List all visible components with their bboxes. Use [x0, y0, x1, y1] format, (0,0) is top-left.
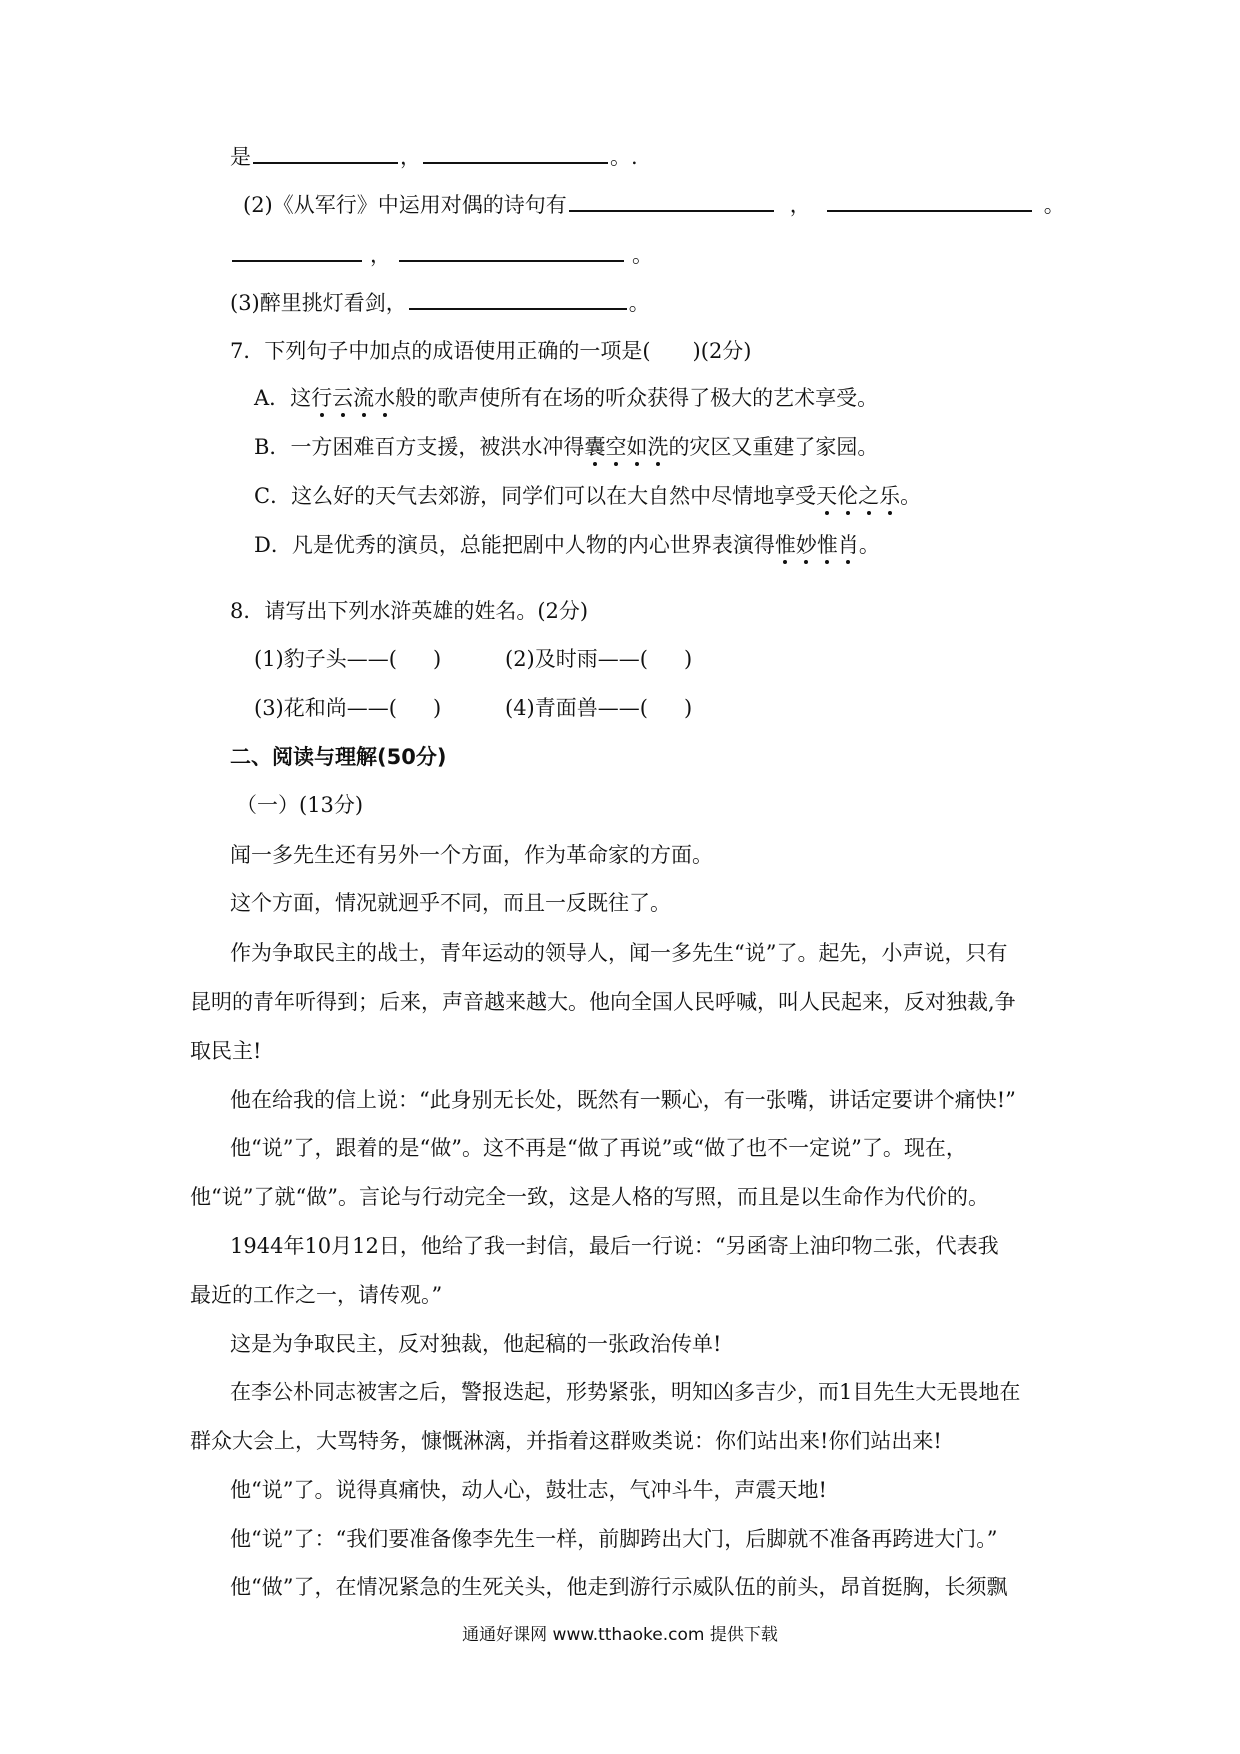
paren-close: ) — [683, 647, 693, 671]
paren-close: ) — [432, 696, 442, 720]
line-end: 。. — [610, 145, 638, 169]
passage-line: 他在给我的信上说：“此身别无长处，既然有一颗心，有一张嘴，讲话定要讲个痛快!” — [230, 1088, 1016, 1112]
dotted-char: 囊 — [584, 435, 606, 459]
option-text: 般的歌声使所有在场的听众获得了极大的艺术享受。 — [395, 386, 879, 410]
q7-option-d[interactable] — [254, 530, 880, 560]
passage-line: 他“说”了就“做”。言论与行动完全一致，这是人格的写照，而且是以生命作为代价的。 — [190, 1185, 989, 1209]
option-text: 一方困难百方支援，被洪水冲得 — [290, 435, 585, 459]
paren-close: ) — [432, 647, 442, 671]
option-text: 。 — [900, 484, 922, 508]
passage-line: 在李公朴同志被害之后，警报迭起，形势紧张，明知凶多吉少，而1目先生大无畏地在 — [230, 1380, 1021, 1404]
dotted-idiom — [311, 386, 395, 410]
option-text: 这 — [290, 386, 312, 410]
option-text: 这么好的天气去郊游，同学们可以在大自然中尽情地享受 — [291, 484, 817, 508]
passage-line: 最近的工作之一，请传观。” — [190, 1283, 443, 1307]
dotted-char: 行 — [311, 386, 333, 410]
answer-blank[interactable] — [409, 288, 627, 310]
q8-item-4 — [505, 693, 692, 723]
answer-blank[interactable] — [569, 190, 774, 212]
q8-item-text: (2)及时雨——( — [505, 647, 648, 671]
fill-line-2 — [243, 190, 1065, 220]
fill-line-3 — [230, 240, 653, 270]
dotted-char: 如 — [626, 435, 648, 459]
dotted-idiom — [816, 484, 900, 508]
q7-option-c[interactable] — [254, 481, 921, 511]
dotted-char: 惟 — [774, 533, 796, 557]
fill-prefix: (2)《从军行》中运用对偶的诗句有 — [243, 193, 567, 217]
dotted-char: 流 — [353, 386, 375, 410]
section-title: 二、阅读与理解(50分) — [230, 745, 447, 769]
fill-prefix: 是 — [230, 145, 251, 169]
option-label: A． — [254, 386, 291, 410]
passage-line: 群众大会上，大骂特务，慷慨淋漓，并指着这群败类说：你们站出来!你们站出来! — [190, 1429, 942, 1453]
dotted-char: 妙 — [795, 533, 817, 557]
answer-blank[interactable] — [253, 142, 398, 164]
passage-line: 这个方面，情况就迥乎不同，而且一反既往了。 — [230, 891, 671, 915]
option-text: 的灾区又重建了家园。 — [668, 435, 879, 459]
q8-item-text: (3)花和尚——( — [254, 696, 397, 720]
q7-option-a[interactable] — [254, 383, 878, 413]
dotted-char: 惟 — [816, 533, 838, 557]
option-label: B． — [254, 435, 291, 459]
answer-blank[interactable] — [423, 142, 608, 164]
page-footer: 通通好课网 www.tthaoke.com 提供下载 — [462, 1625, 778, 1645]
answer-blank[interactable] — [399, 240, 624, 262]
passage-line: 他“说”了，跟着的是“做”。这不再是“做了再说”或“做了也不一定说”了。现在， — [230, 1136, 967, 1160]
option-label: C． — [254, 484, 292, 508]
q8-item-text: (4)青面兽——( — [505, 696, 648, 720]
separator: ， — [400, 145, 421, 169]
q8-item-2 — [505, 644, 692, 674]
fill-line-4 — [230, 288, 650, 318]
passage-line: 他“说”了：“我们要准备像李先生一样，前脚跨出大门，后脚就不准备再跨进大门。” — [230, 1527, 998, 1551]
passage-line: 作为争取民主的战士，青年运动的领导人，闻一多先生“说”了。起先，小声说，只有 — [230, 941, 1008, 965]
paren-close: ) — [683, 696, 693, 720]
q7-option-b[interactable] — [254, 432, 878, 462]
passage-line: 昆明的青年听得到；后来，声音越来越大。他向全国人民呼喊，叫人民起来，反对独裁,争 — [190, 990, 1016, 1014]
dotted-char: 伦 — [837, 484, 859, 508]
dotted-idiom — [775, 533, 859, 557]
dotted-char: 洗 — [647, 435, 669, 459]
passage-line: 他“说”了。说得真痛快，动人心，鼓壮志，气冲斗牛，声震天地! — [230, 1478, 827, 1502]
passage-line: 他“做”了，在情况紧急的生死关头，他走到游行示威队伍的前头，昂首挺胸，长须飘 — [230, 1575, 1008, 1599]
line-end: 。 — [628, 291, 650, 315]
q8-item-1 — [254, 644, 441, 674]
separator: ， — [789, 193, 811, 217]
q8-item-text: (1)豹子头——( — [254, 647, 397, 671]
line-end: 。 — [1043, 193, 1065, 217]
option-label: D． — [254, 533, 292, 557]
passage-line: 取民主! — [190, 1039, 262, 1063]
option-text: 凡是优秀的演员，总能把剧中人物的内心世界表演得 — [291, 533, 775, 557]
line-end: 。 — [632, 243, 653, 267]
dotted-char: 天 — [816, 484, 838, 508]
dotted-char: 乐 — [879, 484, 901, 508]
dotted-char: 肖 — [837, 533, 859, 557]
dotted-idiom — [584, 435, 668, 459]
passage-line: 这是为争取民主，反对独裁，他起稿的一张政治传单! — [230, 1332, 722, 1356]
passage-line: 1944年10月12日，他给了我一封信，最后一行说：“另函寄上油印物二张，代表我 — [230, 1234, 999, 1258]
dotted-char: 云 — [332, 386, 354, 410]
dotted-char: 水 — [374, 386, 396, 410]
section-subtitle: （一）(13分) — [236, 793, 364, 817]
q8-stem: 8．请写出下列水浒英雄的姓名。(2分) — [230, 599, 589, 623]
answer-blank[interactable] — [232, 240, 362, 262]
dotted-char: 空 — [605, 435, 627, 459]
option-text: 。 — [858, 533, 880, 557]
answer-blank[interactable] — [827, 190, 1032, 212]
fill-line-1 — [230, 142, 638, 172]
q8-item-3 — [254, 693, 441, 723]
passage-line: 闻一多先生还有另外一个方面，作为革命家的方面。 — [230, 843, 713, 867]
q7-stem: 7．下列句子中加点的成语使用正确的一项是( )(2分) — [230, 339, 752, 363]
fill-prefix: (3)醉里挑灯看剑， — [230, 291, 407, 315]
dotted-char: 之 — [858, 484, 880, 508]
separator: ， — [370, 243, 391, 267]
